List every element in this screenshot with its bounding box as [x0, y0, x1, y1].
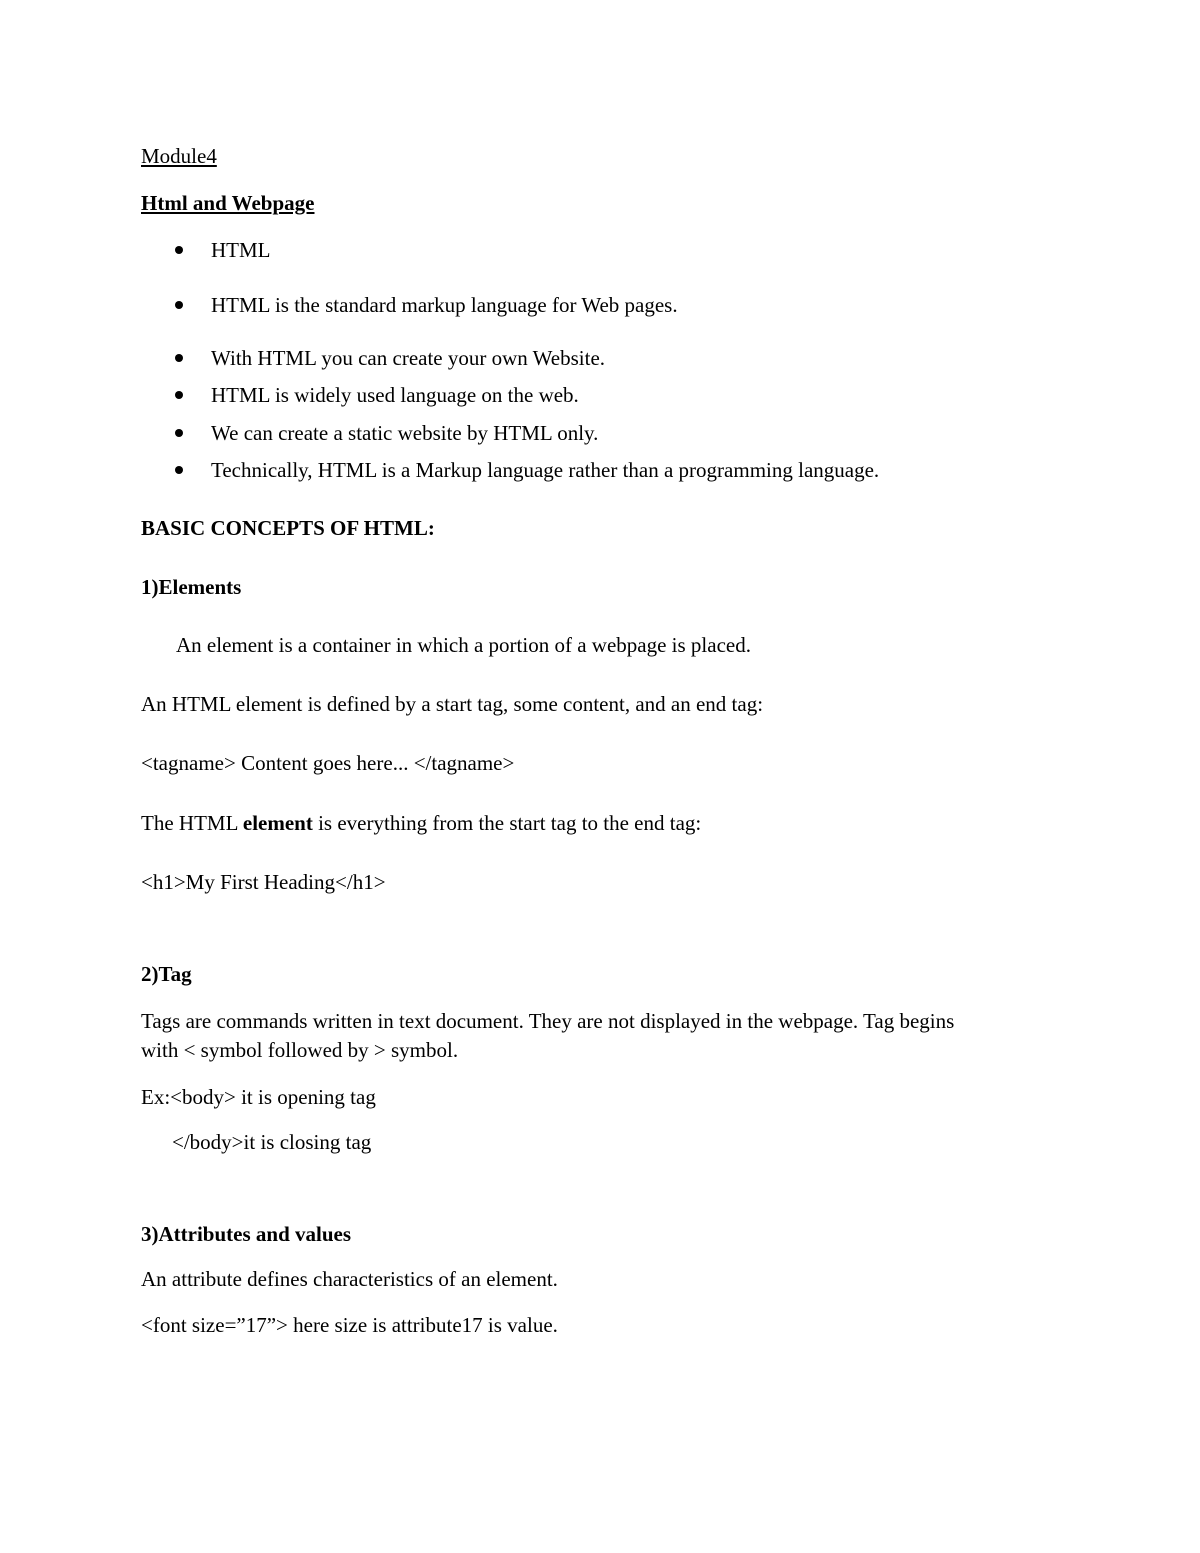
bullet-item: [175, 420, 598, 446]
bullet-text: HTML: [211, 238, 271, 262]
elements-paragraph-2: An HTML element is defined by a start tag, some content, and an end tag:: [141, 692, 764, 716]
bullet-icon: [175, 466, 183, 474]
elements-example: <h1>My First Heading</h1>: [141, 870, 386, 894]
attributes-example: <font size=”17”> here size is attribute17 is value.: [141, 1313, 558, 1337]
bullet-text: HTML is the standard markup language for Web pages.: [211, 293, 678, 317]
bullet-text: HTML is widely used language on the web.: [211, 383, 579, 407]
bullet-item: [175, 345, 605, 371]
elements-paragraph-3: [141, 810, 701, 836]
bullet-item: [175, 457, 879, 483]
bullet-item: [175, 237, 271, 263]
bullet-text: Technically, HTML is a Markup language rather than a programming language.: [211, 458, 880, 482]
bullet-icon: [175, 391, 183, 399]
bullet-item: [175, 292, 678, 318]
tag-example-open: Ex:<body> it is opening tag: [141, 1085, 376, 1109]
bullet-text: With HTML you can create your own Website.: [211, 346, 606, 370]
elements-paragraph-3-start: The HTML: [141, 811, 243, 835]
tag-paragraph-line-1: Tags are commands written in text document. They are not displayed in the webpage. Tag begins: [141, 1009, 955, 1033]
attributes-paragraph: An attribute defines characteristics of an element.: [141, 1267, 558, 1291]
tag-paragraph-line-2: with < symbol followed by > symbol.: [141, 1038, 459, 1062]
elements-heading: 1)Elements: [141, 575, 242, 599]
elements-syntax: <tagname> Content goes here... </tagname>: [141, 751, 515, 775]
elements-paragraph-1: An element is a container in which a portion of a webpage is placed.: [176, 633, 751, 657]
attributes-heading: 3)Attributes and values: [141, 1222, 352, 1246]
tag-example-close: </body>it is closing tag: [172, 1130, 372, 1154]
bullet-icon: [175, 246, 183, 254]
section-title: Html and Webpage: [141, 191, 315, 215]
elements-paragraph-3-bold: element: [242, 811, 313, 835]
basic-concepts-heading: BASIC CONCEPTS OF HTML:: [141, 516, 435, 540]
bullet-icon: [175, 301, 183, 309]
elements-paragraph-3-end: is everything from the start tag to the end tag:: [312, 811, 702, 835]
bullet-item: [175, 382, 579, 408]
module-title: Module4: [141, 144, 217, 168]
tag-heading: 2)Tag: [141, 962, 192, 986]
bullet-icon: [175, 354, 183, 362]
bullet-text: We can create a static website by HTML only.: [211, 421, 599, 445]
bullet-icon: [175, 429, 183, 437]
